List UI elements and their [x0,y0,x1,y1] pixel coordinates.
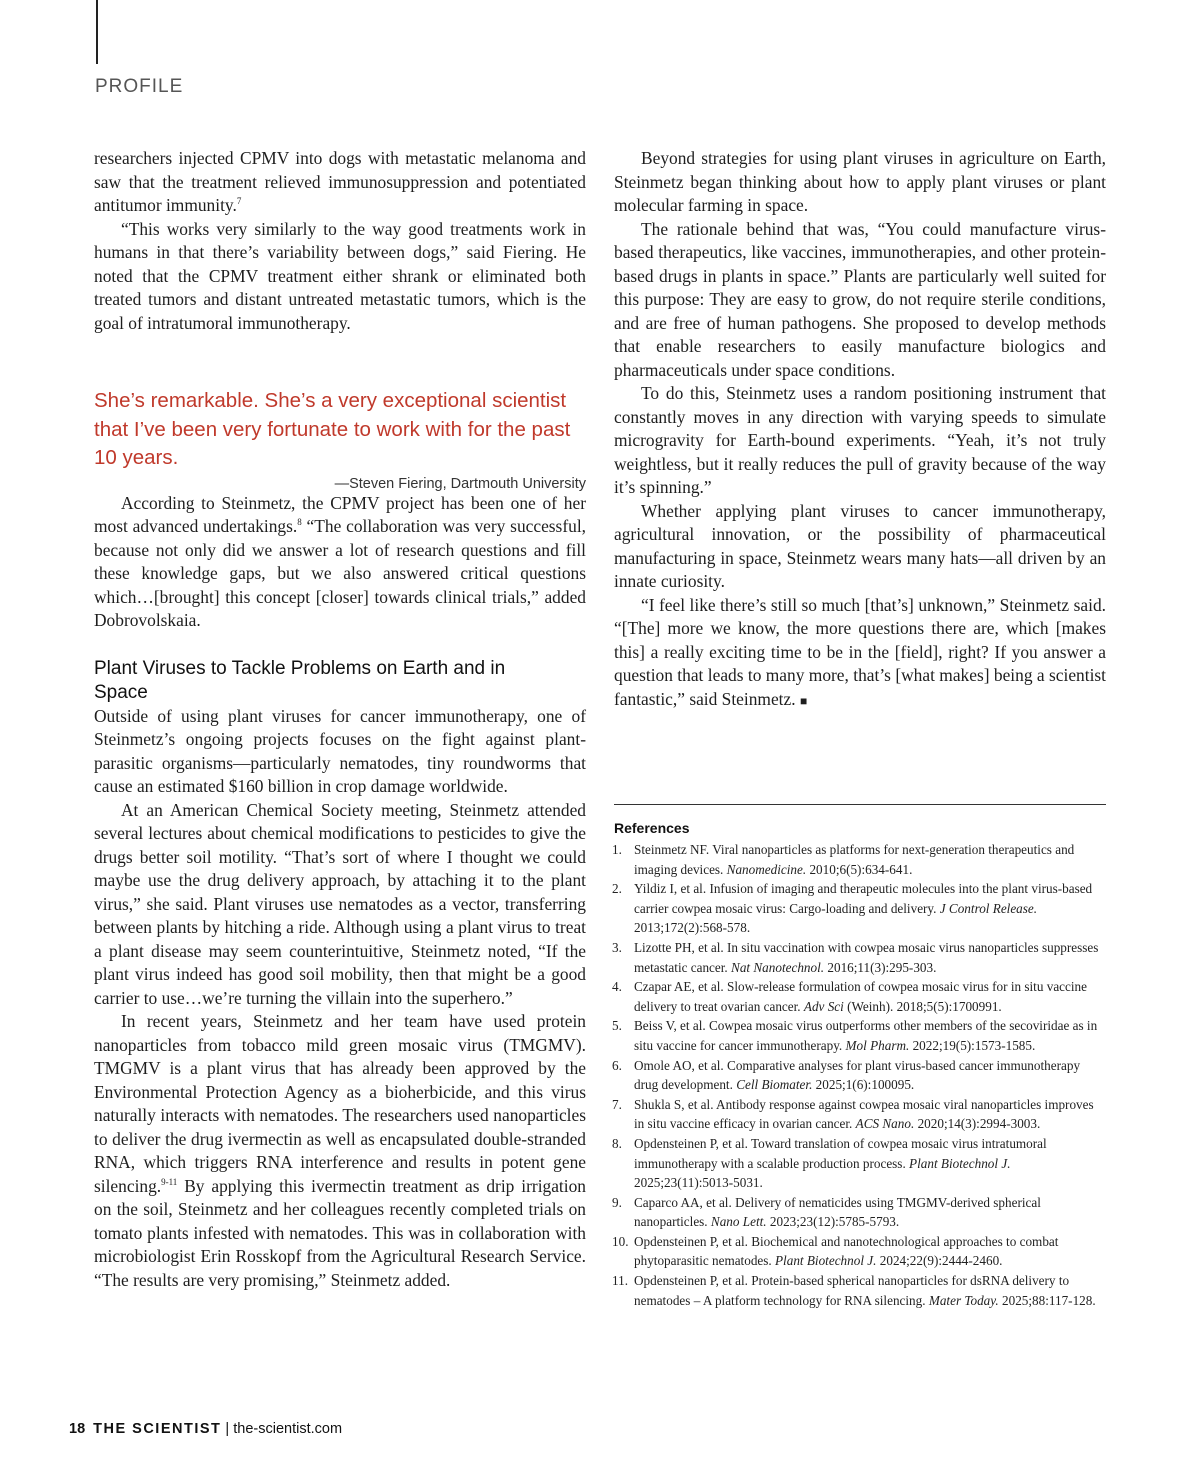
reference-item[interactable] [614,1016,1106,1055]
paragraph [614,594,1106,714]
paragraph-text: In recent years, Steinmetz and her team have used protein nanoparticles from tobacco mild green mosaic virus (TMGMV). TMGMV is a plant virus that has already been approved by the Environmental Protection Agency as a bioherbicide, and this virus naturally interacts with nematodes. The researchers used nanoparticles to deliver the drug ivermectin as well as encapsulated double-stranded RNA, which triggers RNA interference and results in potent gene silencing. [94,1011,586,1196]
reference-item[interactable] [614,1056,1106,1095]
paragraph: Beyond strategies for using plant viruses in agriculture on Earth, Steinmetz began thinking about how to apply plant viruses or plant molecular farming in space. [614,148,1106,215]
section-subhead: Plant Viruses to Tackle Problems on Earth and in Space [94,657,506,703]
paragraph [94,1010,586,1292]
reference-text: Opdensteinen P, et al. Toward translation of cowpea mosaic virus intratumoral immunotherapy with a scalable production process. [634,1135,1047,1171]
reference-journal: Mater Today. [928,1292,999,1308]
reference-number: 7. [612,1096,622,1112]
reference-citation: 2022;19(5):1573-1585. [909,1037,1036,1053]
paragraph-text: researchers injected CPMV into dogs with metastatic melanoma and saw that the treatment relieved immunosuppression and potentiated antitumor immunity. [94,148,586,215]
paragraph [94,492,586,633]
reference-text: Yildiz I, et al. Infusion of imaging and therapeutic molecules into the plant virus-based carrier cowpea mosaic virus: Cargo-loading and delivery. [634,881,1093,916]
paragraph-text: “I feel like there’s still so much [that’s] unknown,” Steinmetz said. “[The] more we know, the more questions there are, which [makes this] a really exciting time to be in the [field], right? If you answer a question that leads to many more, that’s [what makes] being a scientist fantastic,” said Steinmetz. [614,594,1106,709]
reference-text: Beiss V, et al. Cowpea mosaic virus outperforms other members of the secoviridae as in situ vaccine for cancer immunotherapy. [634,1018,1098,1053]
reference-number: 11. [612,1273,628,1289]
reference-number: 9. [612,1194,622,1210]
reference-number: 10. [612,1233,629,1249]
reference-number: 8. [612,1135,622,1151]
reference-citation: 2016;11(3):295-303. [824,959,937,975]
reference-item[interactable] [614,1134,1106,1193]
reference-citation: 2020;14(3):2994-3003. [914,1116,1041,1132]
reference-item[interactable] [614,938,1106,977]
reference-journal: Nat Nanotechnol. [731,959,825,975]
left-column [94,147,586,1292]
reference-journal: Nano Lett. [710,1214,767,1230]
reference-journal: Plant Biotechnol J. [775,1253,877,1269]
reference-marker[interactable]: 8 [297,517,302,528]
pull-quote: She’s remarkable. She’s a very exceptional scientist that I’ve been very fortunate to work with for the past 10 years. [94,389,571,469]
reference-citation: 2025;23(11):5013-5031. [634,1175,763,1191]
reference-marker[interactable]: 9-11 [161,1176,178,1187]
paragraph: “This works very similarly to the way good treatments work in humans in that there’s variability between dogs,” said Fiering. He noted that the CPMV treatment either shrank or eliminated both treated tumors and distant untreated metastatic tumors, which is the goal of intratumoral immunotherapy. [94,218,586,333]
page-number: 18 [69,1421,86,1437]
reference-text: Czapar AE, et al. Slow-release formulation of cowpea mosaic virus for in situ vaccine delivery to treat ovarian cancer. [634,979,1087,1014]
footer-separator: | [221,1421,234,1437]
references-section [614,804,1106,1310]
reference-number: 5. [612,1018,622,1034]
pull-quote-attribution: —Steven Fiering, Dartmouth University [334,475,586,492]
website-link[interactable]: the-scientist.com [233,1421,343,1437]
reference-text: Shukla S, et al. Antibody response against cowpea mosaic viral nanoparticles improves in situ vaccine efficacy in ovarian cancer. [634,1096,1094,1132]
reference-number: 6. [612,1057,622,1073]
reference-text: Steinmetz NF. Viral nanoparticles as platforms for next-generation therapeutics and imaging devices. [634,842,1075,877]
reference-citation: 2025;88:117-128. [998,1292,1096,1308]
page-footer [69,1421,342,1437]
header-rule [96,0,98,64]
reference-text: Opdensteinen P, et al. Protein-based spherical nanoparticles for dsRNA delivery to nematodes – A platform technology for RNA silencing. [634,1273,1070,1308]
reference-journal: Mol Pharm. [845,1037,910,1053]
reference-item[interactable] [614,1095,1106,1134]
reference-journal: Nanomedicine. [726,861,807,877]
reference-journal: ACS Nano. [855,1116,915,1132]
paragraph [94,147,586,218]
reference-journal: Adv Sci [803,998,844,1014]
paragraph-text: By applying this ivermectin treatment as drip irrigation on the soil, Steinmetz and her colleagues recently completed trials on tomato plants infested with nematodes. This was in collaboration with microbiologist Erin Rosskopf from the Agricultural Research Service. “The results are very promising,” Steinmetz added. [94,1175,586,1290]
references-rule [614,804,1106,805]
paragraph: Outside of using plant viruses for cancer immunotherapy, one of Steinmetz’s ongoing projects focuses on the fight against plant-parasitic organisms—particularly nematodes, tiny roundworms that cause an estimated $160 billion in crop damage worldwide. [94,705,586,796]
reference-citation: 2025;1(6):100095. [812,1077,915,1093]
reference-text: Caparco AA, et al. Delivery of nematicides using TMGMV-derived spherical nanoparticles. [634,1194,1041,1230]
reference-citation: 2010;6(5):634-641. [806,861,913,877]
paragraph: To do this, Steinmetz uses a random positioning instrument that constantly moves in any direction with varying speeds to simulate microgravity for Earth-bound experiments. “Yeah, it’s not truly weightless, but it really reduces the pull of gravity because of the way it’s spinning.” [614,383,1106,497]
reference-item[interactable] [614,977,1106,1016]
reference-item[interactable] [614,1232,1106,1271]
reference-number: 1. [612,842,622,857]
right-column [614,147,1106,713]
paragraph: The rationale behind that was, “You could manufacture virus-based therapeutics, like vaccines, immunotherapies, and other protein-based drugs in plants in space.” Plants are particularly well suited for this purpose: They are easy to grow, do not require sterile conditions, and are free of human pathogens. She proposed to develop methods that enable researchers to easily manufacture biologics and pharmaceuticals under space conditions. [614,218,1106,380]
paragraph-text: According to Steinmetz, the CPMV project has been one of her most advanced undertakings. [94,492,586,536]
reference-item[interactable] [614,1193,1106,1232]
reference-journal: Cell Biomater. [736,1077,813,1093]
paragraph: Whether applying plant viruses to cancer immunotherapy, agricultural innovation, or the possibility of pharmaceutical manufacturing in space, Steinmetz wears many hats—all driven by an innate curiosity. [614,500,1106,591]
references-title: References [614,820,690,836]
reference-citation: 2023;23(12):5785-5793. [766,1214,900,1230]
paragraph: At an American Chemical Society meeting, Steinmetz attended several lectures about chemical modifications to pesticides to give the drugs better soil motility. “That’s sort of where I thought we could maybe use the drug delivery approach, by attaching it to the plant virus,” she said. Plant viruses use nematodes as a vector, transferring between plants by hitching a ride. Although using a plant virus to treat a plant disease may seem counterintuitive, Steinmetz noted, “If the plant virus indeed has good soil mobility, then that might be a good carrier to use…we’re turning the villain into the superhero.” [94,799,586,1008]
reference-marker[interactable]: 7 [236,196,242,207]
reference-item[interactable] [614,1271,1106,1310]
reference-text: Opdensteinen P, et al. Biochemical and nanotechnological approaches to combat phytoparasitic nematodes. [634,1233,1059,1269]
end-mark-icon: ■ [799,693,808,708]
reference-citation: 2024;22(9):2444-2460. [876,1253,1003,1269]
reference-journal: J Control Release. [939,900,1038,916]
reference-number: 3. [612,939,622,955]
reference-number: 2. [612,881,622,897]
reference-item[interactable] [614,840,1106,879]
reference-number: 4. [612,979,622,995]
section-label: PROFILE [95,76,184,97]
reference-text: Lizotte PH, et al. In situ vaccination with cowpea mosaic virus nanoparticles suppresses metastatic cancer. [634,939,1099,975]
references-list [614,840,1106,1310]
reference-citation: 2013;172(2):568-578. [634,920,751,936]
reference-item[interactable] [614,879,1106,938]
paragraph-text: “The collaboration was very successful, because not only did we answer a lot of research questions and fill these knowledge gaps, but we also answered critical questions which…[brought] this concept [closer] towards clinical trials,” added Dobrovolskaia. [94,516,586,630]
reference-citation: (Weinh). 2018;5(5):1700991. [843,998,1002,1014]
reference-journal: Plant Biotechnol J. [909,1155,1011,1171]
reference-text: Omole AO, et al. Comparative analyses for plant virus-based cancer immunotherapy drug development. [634,1057,1081,1093]
magazine-name: THE SCIENTIST [93,1421,222,1437]
